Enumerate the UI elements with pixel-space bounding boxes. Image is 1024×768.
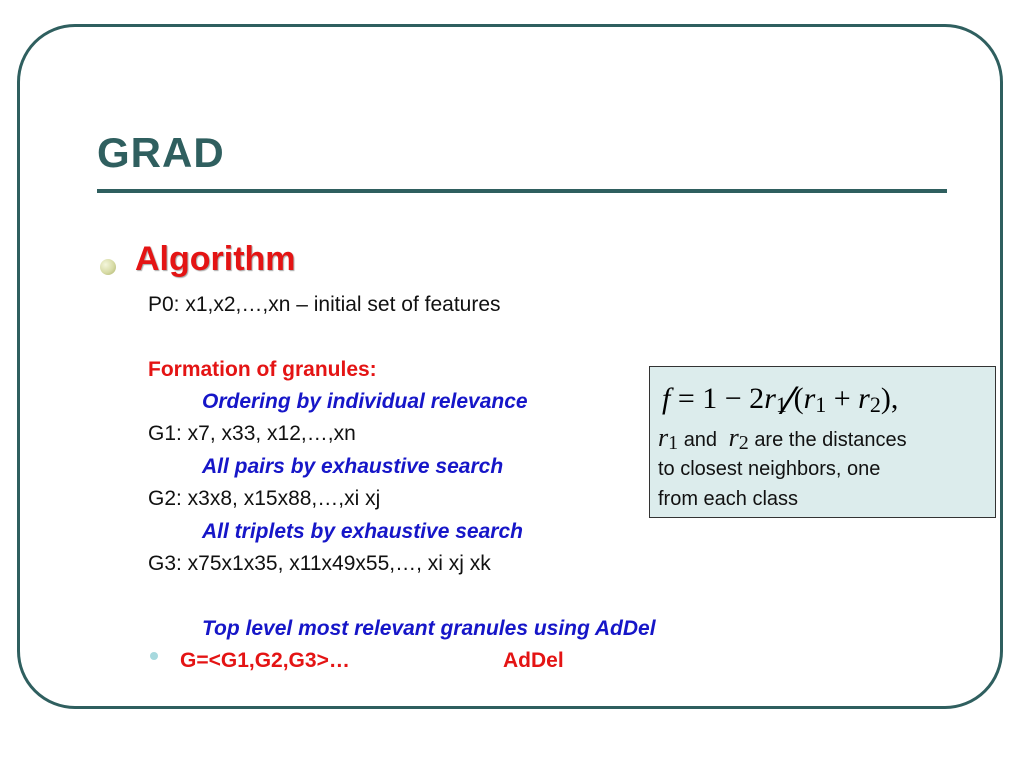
formula-box xyxy=(649,366,996,518)
desc-r1: $r_1$ xyxy=(658,423,679,454)
formula-desc-line2: to closest neighbors, one xyxy=(658,458,881,480)
formula-desc-line1 xyxy=(658,425,907,453)
text-line-pairs: All pairs by exhaustive search xyxy=(202,455,504,478)
text-line-triplets: All triplets by exhaustive search xyxy=(202,520,523,543)
formula-sub1: 1 xyxy=(775,392,787,417)
formula-r: r xyxy=(764,382,776,415)
formula-close: ), xyxy=(880,382,899,415)
slide-title: GRAD xyxy=(97,129,225,176)
formula-eq: = 1 − 2 xyxy=(670,382,765,415)
bullet-dot-icon xyxy=(100,259,116,275)
text-line-p0: P0: x1,x2,…,xn – initial set of features xyxy=(148,293,501,316)
bottom-bullet-left: G=<G1,G2,G3>… xyxy=(180,649,350,672)
formula-sub2: 2 xyxy=(869,392,881,417)
formula-equation xyxy=(662,381,898,421)
desc-r2: $r_2$ xyxy=(728,423,749,454)
formula-desc-line3: from each class xyxy=(658,488,799,510)
formula-slash: ⁄ xyxy=(786,379,794,423)
title-underline xyxy=(97,189,947,193)
bottom-bullet-right: AdDel xyxy=(503,649,564,672)
text-line-ordering: Ordering by individual relevance xyxy=(202,390,528,413)
formula-open: ( xyxy=(793,382,804,415)
text-line-formation: Formation of granules: xyxy=(148,358,377,381)
formula-r-b: r xyxy=(803,382,816,415)
formula-sub1-b: 1 xyxy=(815,392,827,417)
section-heading: Algorithm xyxy=(135,240,296,278)
text-line-top-level: Top level most relevant granules using AdDel xyxy=(202,617,656,640)
desc-are: are the distances xyxy=(754,429,907,451)
formula-f: f xyxy=(662,382,671,415)
text-line-g1: G1: x7, x33, x12,…,xn xyxy=(148,422,356,445)
text-line-g3: G3: x75x1x35, x11x49x55,…, xi xj xk xyxy=(148,552,491,575)
formula-r-c: r xyxy=(858,382,870,415)
desc-and: and xyxy=(683,429,718,451)
sub-bullet-dot-icon xyxy=(150,652,158,660)
formula-plus: + xyxy=(826,382,859,415)
text-line-g2: G2: x3x8, x15x88,…,xi xj xyxy=(148,487,381,510)
